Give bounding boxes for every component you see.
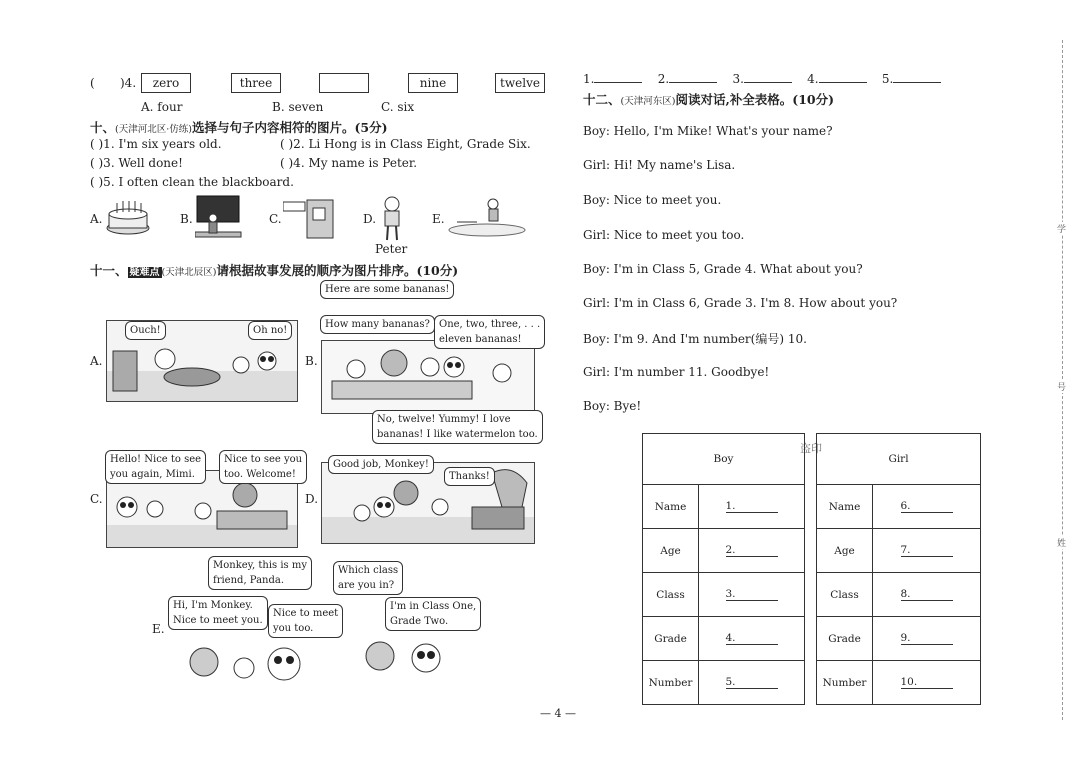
bubble-d-good-job: Good job, Monkey! xyxy=(328,455,434,474)
bubble-e-nice-line2: you too. xyxy=(273,623,314,634)
q12-source: (天津河东区) xyxy=(620,96,676,107)
bubble-b-counting xyxy=(434,315,545,349)
bubble-e-nice-meet xyxy=(268,604,343,638)
answer-2-blank[interactable] xyxy=(669,82,717,83)
girl-outdoor-icon xyxy=(447,196,529,238)
answer-5-label: 5. xyxy=(881,72,894,86)
panel-a-label: A. xyxy=(90,354,103,368)
dialogue-line-4: Girl: Nice to meet you too. xyxy=(583,228,745,242)
bubble-b-twelve xyxy=(372,410,543,444)
q10-sentence-5: ( )5. I often clean the blackboard. xyxy=(90,175,294,189)
boy-answer-cell[interactable] xyxy=(699,617,805,661)
bubble-c-welcome-line1: Nice to see you xyxy=(224,454,303,465)
bubble-c-welcome xyxy=(219,450,307,484)
girl-answer-cell[interactable] xyxy=(873,573,981,617)
bubble-e-hi-line2: Nice to meet you. xyxy=(173,615,263,626)
girl-answer-cell[interactable] xyxy=(873,485,981,529)
margin-mark-3: 姓 xyxy=(1057,536,1066,549)
q11-heading xyxy=(90,261,458,279)
q9-option-a: A. four xyxy=(141,100,183,114)
q9-item-number: )4. xyxy=(120,76,137,90)
classroom-door-icon xyxy=(283,198,337,240)
q10-sentence-4: ( )4. My name is Peter. xyxy=(280,156,418,170)
answer-4-blank[interactable] xyxy=(819,82,867,83)
number-box-4: nine xyxy=(408,73,458,93)
q12-number: 十二、 xyxy=(583,92,621,107)
boy-row-label: Name xyxy=(643,485,699,529)
boy-answer-blank[interactable]: 4. xyxy=(726,632,778,645)
bubble-c-hello-line1: Hello! Nice to see xyxy=(110,454,202,465)
q10-option-a-label: A. xyxy=(90,212,103,226)
bubble-e-hi-monkey xyxy=(168,596,268,630)
boy-table-header: Boy xyxy=(643,434,805,485)
bubble-e-class-line2: Grade Two. xyxy=(390,616,449,627)
peter-caption: Peter xyxy=(375,242,408,256)
girl-answer-cell[interactable] xyxy=(873,617,981,661)
bubble-e-hi-line1: Hi, I'm Monkey. xyxy=(173,600,253,611)
dialogue-line-1: Boy: Hello, I'm Mike! What's your name? xyxy=(583,124,833,138)
boy-answer-blank[interactable]: 5. xyxy=(726,676,778,689)
q10-title: 选择与句子内容相符的图片。(5分) xyxy=(191,120,388,135)
bubble-b-twelve-line1: No, twelve! Yummy! I love xyxy=(377,414,511,425)
q10-number: 十、 xyxy=(90,120,116,135)
q12-heading xyxy=(583,90,834,108)
dialogue-line-5: Boy: I'm in Class 5, Grade 4. What about you? xyxy=(583,262,863,276)
answer-1-label: 1. xyxy=(583,72,595,86)
girl-answer-blank[interactable]: 9. xyxy=(901,632,953,645)
dialogue-line-2: Girl: Hi! My name's Lisa. xyxy=(583,158,736,172)
bubble-e-nice-line1: Nice to meet xyxy=(273,608,339,619)
q11-number: 十一、 xyxy=(90,263,128,278)
q10-option-e-label: E. xyxy=(432,212,445,226)
bubble-e-class-line1: I'm in Class One, xyxy=(390,601,477,612)
bubble-c-hello-line2: you again, Mimi. xyxy=(110,469,195,480)
number-box-1: zero xyxy=(141,73,191,93)
dialogue-line-9: Boy: Bye! xyxy=(583,399,642,413)
comic-panel-d xyxy=(321,462,535,544)
bubble-e-friend-line2: friend, Panda. xyxy=(213,575,285,586)
bubble-b-counting-line2: eleven bananas! xyxy=(439,334,522,345)
stamp-mark: 盗印 xyxy=(800,442,822,455)
q11-source: (天津北辰区) xyxy=(161,267,217,278)
girl-row-label: Age xyxy=(817,529,873,573)
q10-option-d-label: D. xyxy=(363,212,377,226)
boy-answer-cell[interactable] xyxy=(699,485,805,529)
panel-b-label: B. xyxy=(305,354,318,368)
dialogue-line-8: Girl: I'm number 11. Goodbye! xyxy=(583,365,770,379)
panel-d-label: D. xyxy=(305,492,319,506)
girl-row-label: Class xyxy=(817,573,873,617)
bubble-b-counting-line1: One, two, three, . . . xyxy=(439,319,541,330)
dialogue-line-3: Boy: Nice to meet you. xyxy=(583,193,722,207)
girl-table xyxy=(816,433,981,705)
q10-source: (天津河北区·仿练) xyxy=(115,124,192,135)
boy-peter-icon xyxy=(377,196,407,242)
bubble-c-hello xyxy=(105,450,206,484)
comic-panel-e-left xyxy=(180,638,330,696)
boy-answer-blank[interactable]: 3. xyxy=(726,588,778,601)
girl-answer-blank[interactable]: 10. xyxy=(901,676,953,689)
bubble-e-which-line1: Which class xyxy=(338,565,399,576)
girl-row-label: Name xyxy=(817,485,873,529)
q9-option-c: C. six xyxy=(381,100,415,114)
girl-answer-blank[interactable]: 8. xyxy=(901,588,953,601)
answer-3-blank[interactable] xyxy=(744,82,792,83)
q12-title: 阅读对话,补全表格。(10分) xyxy=(675,92,835,107)
q10-heading xyxy=(90,118,387,136)
boy-row-label: Class xyxy=(643,573,699,617)
q11-title: 请根据故事发展的顺序为图片排序。(10分) xyxy=(216,263,459,278)
birthday-cake-icon xyxy=(105,198,151,236)
dialogue-line-6: Girl: I'm in Class 6, Grade 3. I'm 8. How about you? xyxy=(583,296,898,310)
q10-sentence-1: ( )1. I'm six years old. xyxy=(90,137,222,151)
answer-5-blank[interactable] xyxy=(893,82,941,83)
bubble-c-welcome-line2: too. Welcome! xyxy=(224,469,296,480)
bubble-e-which-class xyxy=(333,561,403,595)
girl-answer-cell[interactable] xyxy=(873,529,981,573)
bubble-e-which-line2: are you in? xyxy=(338,580,395,591)
panel-c-label: C. xyxy=(90,492,103,506)
bubble-a-ouch: Ouch! xyxy=(125,321,166,340)
bubble-b-twelve-line2: bananas! I like watermelon too. xyxy=(377,429,538,440)
boy-table xyxy=(642,433,805,705)
bubble-b-how-many: How many bananas? xyxy=(320,315,435,334)
dialogue-line-7: Boy: I'm 9. And I'm number(编号) 10. xyxy=(583,332,807,346)
boy-row-label: Age xyxy=(643,529,699,573)
number-box-2: three xyxy=(231,73,281,93)
bubble-d-thanks: Thanks! xyxy=(444,467,495,486)
bubble-e-friend-panda xyxy=(208,556,312,590)
q10-sentence-2: ( )2. Li Hong is in Class Eight, Grade Six. xyxy=(280,137,531,151)
bubble-e-class-one xyxy=(385,597,481,631)
q10-option-c-label: C. xyxy=(269,212,282,226)
meet-panda-illustration xyxy=(180,638,330,696)
bubble-e-friend-line1: Monkey, this is my xyxy=(213,560,307,571)
boy-answer-cell[interactable] xyxy=(699,529,805,573)
blackboard-icon xyxy=(195,194,243,240)
good-job-illustration xyxy=(322,463,534,543)
difficulty-tag: 疑难点 xyxy=(129,267,160,278)
boy-row-label: Grade xyxy=(643,617,699,661)
answer-4-label: 4. xyxy=(807,72,819,86)
q10-sentence-3: ( )3. Well done! xyxy=(90,156,183,170)
girl-row-label: Number xyxy=(817,661,873,705)
comic-panel-e-right xyxy=(350,628,476,690)
girl-table-header: Girl xyxy=(817,434,981,485)
bubble-a-oh-no: Oh no! xyxy=(248,321,292,340)
answer-3-label: 3. xyxy=(732,72,744,86)
boy-answer-cell[interactable] xyxy=(699,661,805,705)
q10-option-b-label: B. xyxy=(180,212,193,226)
boy-answer-blank[interactable]: 2. xyxy=(726,544,778,557)
comic-panel-b xyxy=(321,340,535,414)
animals-bananas-illustration xyxy=(322,341,534,413)
answer-row xyxy=(583,72,941,86)
number-box-5: twelve xyxy=(495,73,545,93)
girl-answer-blank[interactable]: 7. xyxy=(901,544,953,557)
girl-row-label: Grade xyxy=(817,617,873,661)
boy-answer-blank[interactable]: 1. xyxy=(726,500,778,513)
boy-answer-cell[interactable] xyxy=(699,573,805,617)
answer-2-label: 2. xyxy=(657,72,670,86)
girl-answer-blank[interactable]: 6. xyxy=(901,500,953,513)
answer-1-blank[interactable] xyxy=(594,82,642,83)
bubble-b-here-bananas: Here are some bananas! xyxy=(320,280,454,299)
which-class-illustration xyxy=(350,628,476,690)
boy-row-label: Number xyxy=(643,661,699,705)
page-number: — 4 — xyxy=(540,707,576,720)
girl-answer-cell[interactable] xyxy=(873,661,981,705)
number-box-empty xyxy=(319,73,369,93)
q9-paren: ( xyxy=(90,76,95,90)
margin-mark-1: 学 xyxy=(1057,222,1066,235)
panel-e-label: E. xyxy=(152,622,165,636)
margin-mark-2: 号 xyxy=(1057,380,1066,393)
q9-option-b: B. seven xyxy=(272,100,324,114)
